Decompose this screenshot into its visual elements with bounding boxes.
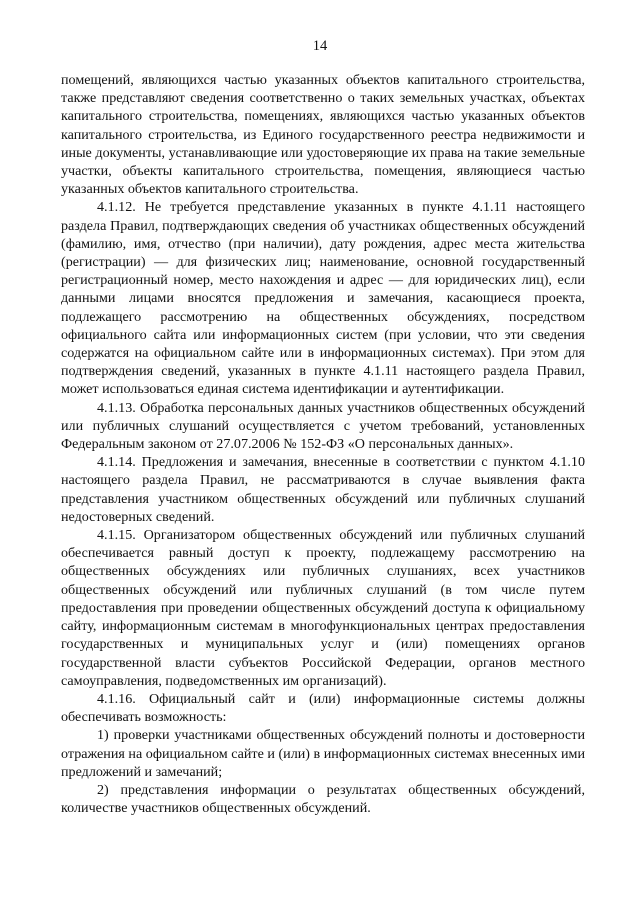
list-item-2: 2) представления информации о результатах общественных обсуждений, количестве участников общественных обсуждений. (61, 781, 585, 817)
paragraph-4-1-13: 4.1.13. Обработка персональных данных участников общественных обсуждений или публичных слушаний осуществляется с учетом требований, установленных Федеральным законом от 27.07.2006 № 152-ФЗ «О персональных данных». (61, 399, 585, 453)
paragraph-4-1-15: 4.1.15. Организатором общественных обсуждений или публичных слушаний обеспечивается равный доступ к проекту, подлежащему рассмотрению на общественных обсуждениях или публичных слушаниях, всех участников общественных обсуждений или публичных слушаний (в том числе путем предоставления при проведении общественных обсуждений доступа к официальному сайту, информационным системам в многофункциональных центрах предоставления государственных и муниципальных услуг и (или) помещениях органов государственной власти субъектов Российской Федерации, органов местного самоуправления, подведомственных им организаций). (61, 527, 585, 689)
paragraph-continuation: помещений, являющихся частью указанных объектов капитального строительства, также представляют сведения соответственно о таких земельных участках, объектах капитального строительства, помещениях, являющихся частью указанных объектов капитального строительства, из Единого государственного реестра недвижимости и иные документы, устанавливающие или удостоверяющие их права на такие земельные участки, объекты капитального строительства, помещения, являющиеся частью указанных объектов капитального строительства. (61, 72, 585, 198)
page-number: 14 (312, 38, 328, 54)
paragraph-4-1-16: 4.1.16. Официальный сайт и (или) информационные системы должны обеспечивать возможность: (61, 690, 585, 726)
paragraph-4-1-12: 4.1.12. Не требуется представление указанных в пункте 4.1.11 настоящего раздела Правил, подтверждающих сведения об участниках общественных обсуждений (фамилию, имя, отчество (при наличии), дату рождения, адрес места жительства (регистрации) — для физических лиц; наименование, основной государственный регистрационный номер, место нахождения и адрес — для юридических лиц), если данными лицами вносятся предложения и замечания, касающиеся проекта, подлежащего рассмотрению на общественных обсуждениях, посредством официального сайта или информационных систем (при условии, что эти сведения содержатся на официальном сайте или в информационных системах). При этом для подтверждения сведений, указанных в пункте 4.1.11 настоящего раздела Правил, может использоваться единая система идентификации и аутентификации. (61, 199, 585, 398)
paragraph-4-1-14: 4.1.14. Предложения и замечания, внесенные в соответствии с пунктом 4.1.10 настоящего раздела Правил, не рассматриваются в случае выявления факта представления участником общественных обсуждений или публичных слушаний недостоверных сведений. (61, 454, 585, 525)
list-item-1: 1) проверки участниками общественных обсуждений полноты и достоверности отражения на официальном сайте и (или) в информационных системах внесенных ими предложений и замечаний; (61, 727, 585, 780)
body-text (61, 71, 585, 817)
